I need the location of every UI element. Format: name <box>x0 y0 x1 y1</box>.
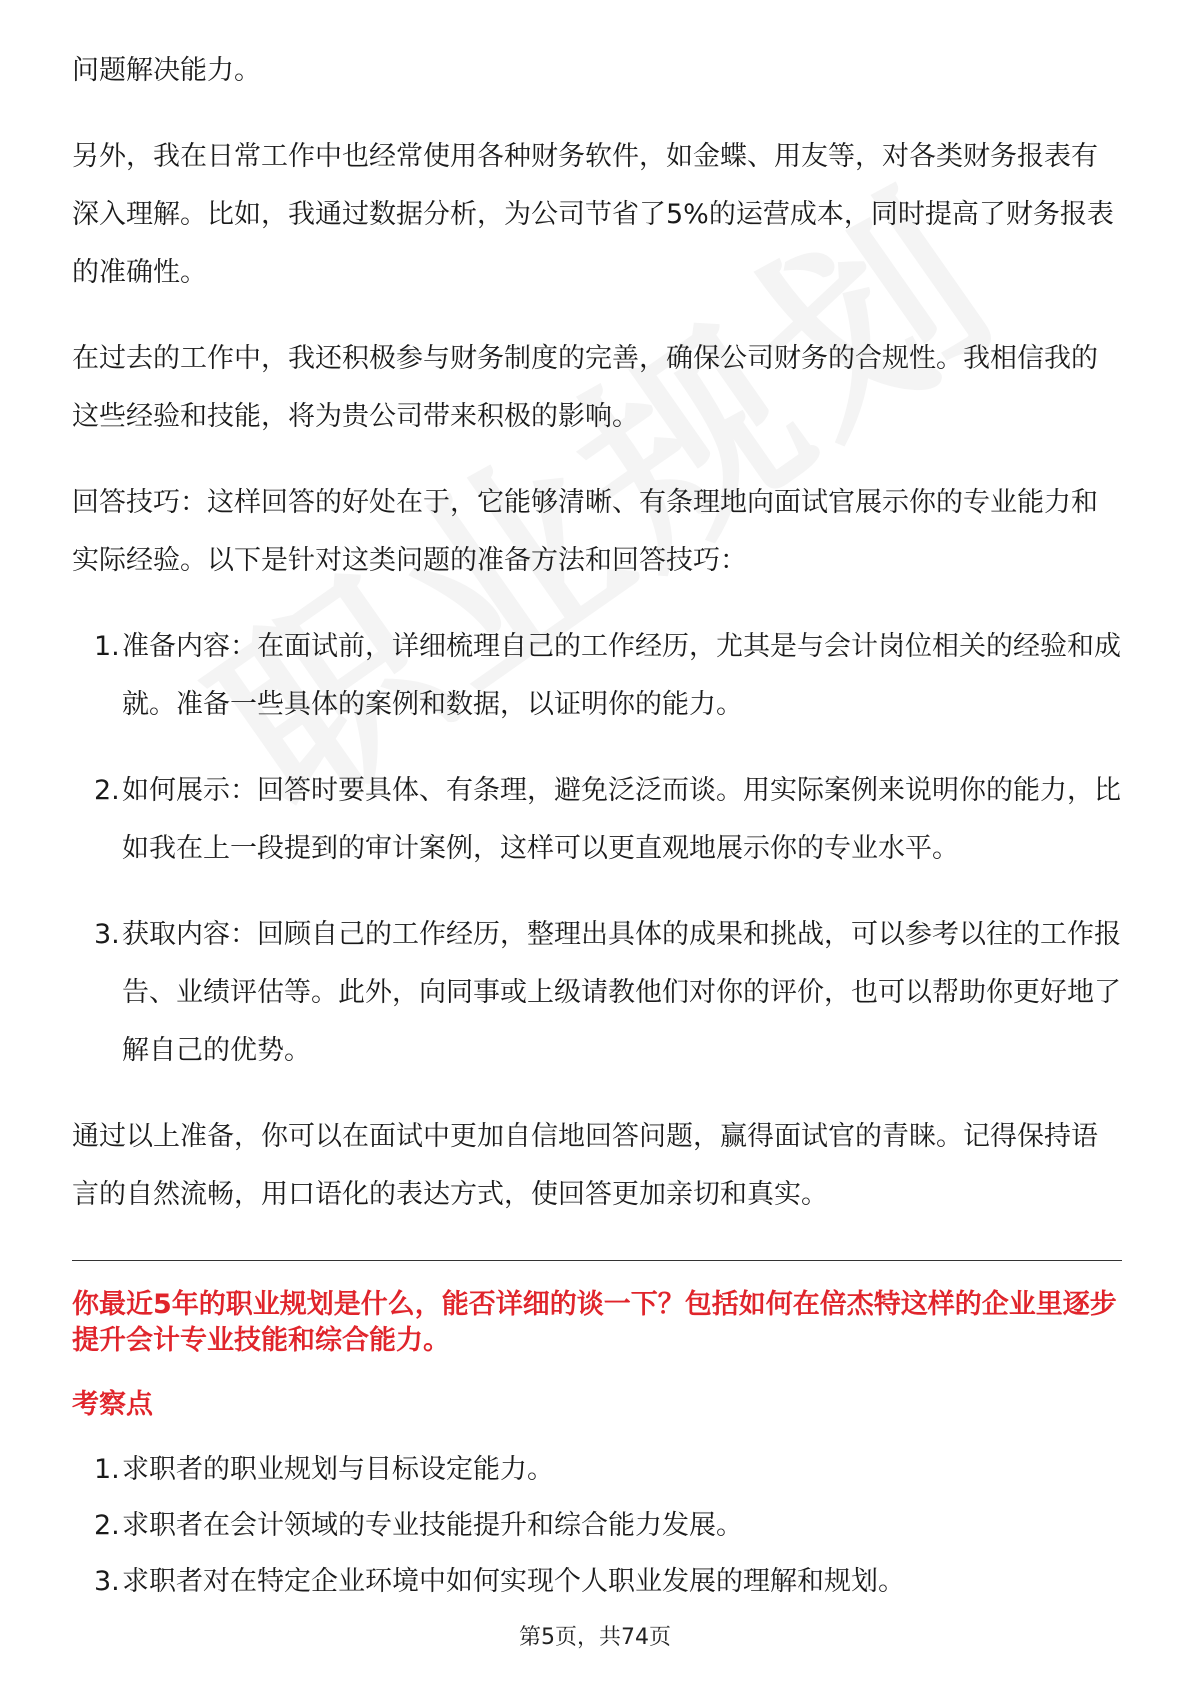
document-body <box>72 42 1122 1619</box>
paragraph-answer-tips: 回答技巧：这样回答的好处在于，它能够清晰、有条理地向面试官展示你的专业能力和实际经验。以下是针对这类问题的准备方法和回答技巧： <box>72 487 1098 576</box>
paragraph-closing: 通过以上准备，你可以在面试中更加自信地回答问题，赢得面试官的青睐。记得保持语言的自然流畅，用口语化的表达方式，使回答更加亲切和真实。 <box>72 1121 1098 1210</box>
section-divider <box>72 1260 1122 1261</box>
paragraph-continuation: 问题解决能力。 <box>72 55 261 86</box>
list-item <box>72 1451 1122 1489</box>
list-item <box>72 1563 1122 1601</box>
section-label-assessment-points: 考察点 <box>72 1389 153 1420</box>
list-text: 获取内容：回顾自己的工作经历，整理出具体的成果和挑战，可以参考以往的工作报告、业绩评估等。此外，向同事或上级请教他们对你的评价，也可以帮助你更好地了解自己的优势。 <box>122 919 1121 1066</box>
paragraph-software-experience: 另外，我在日常工作中也经常使用各种财务软件，如金蝶、用友等，对各类财务报表有深入理解。比如，我通过数据分析，为公司节省了5%的运营成本，同时提高了财务报表的准确性。 <box>72 141 1114 288</box>
list-number: 1. <box>94 1454 120 1485</box>
list-text: 准备内容：在面试前，详细梳理自己的工作经历，尤其是与会计岗位相关的经验和成就。准备一些具体的案例和数据，以证明你的能力。 <box>122 631 1121 720</box>
list-item <box>72 906 1122 1080</box>
list-text: 如何展示：回答时要具体、有条理，避免泛泛而谈。用实际案例来说明你的能力，比如我在上一段提到的审计案例，这样可以更直观地展示你的专业水平。 <box>122 775 1121 864</box>
list-text: 求职者在会计领域的专业技能提升和综合能力发展。 <box>122 1510 743 1541</box>
list-item <box>72 1507 1122 1545</box>
page-footer: 第5页，共74页 <box>519 1625 671 1650</box>
list-item <box>72 618 1122 734</box>
list-number: 3. <box>94 1566 120 1597</box>
interview-question: 你最近5年的职业规划是什么，能否详细的谈一下？包括如何在倍杰特这样的企业里逐步提升会计专业技能和综合能力。 <box>72 1289 1117 1356</box>
list-number: 2. <box>94 775 120 806</box>
list-text: 求职者对在特定企业环境中如何实现个人职业发展的理解和规划。 <box>122 1566 905 1597</box>
list-item <box>72 762 1122 878</box>
tips-list <box>72 618 1122 1080</box>
paragraph-compliance: 在过去的工作中，我还积极参与财务制度的完善，确保公司财务的合规性。我相信我的这些经验和技能，将为贵公司带来积极的影响。 <box>72 343 1098 432</box>
list-number: 2. <box>94 1510 120 1541</box>
list-text: 求职者的职业规划与目标设定能力。 <box>122 1454 554 1485</box>
list-number: 1. <box>94 631 120 662</box>
list-number: 3. <box>94 919 120 950</box>
assessment-points-list <box>72 1451 1122 1601</box>
